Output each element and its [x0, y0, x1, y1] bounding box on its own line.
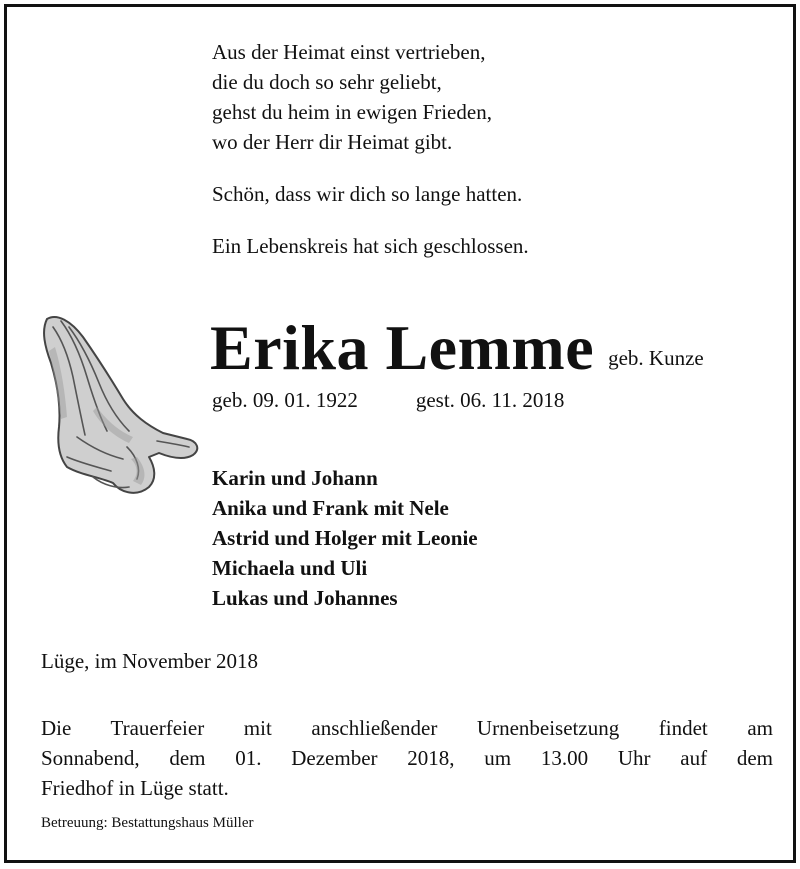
funeral-home-credit: Betreuung: Bestattungshaus Müller [41, 815, 254, 831]
birth-date: geb. 09. 01. 1922 [212, 388, 358, 412]
verse-gap [212, 157, 772, 179]
life-dates [212, 388, 564, 413]
deceased-name-row [210, 311, 790, 385]
mourner-entry: Karin und Johann [212, 466, 378, 490]
verse-gap [212, 209, 772, 231]
obituary-notice [4, 4, 796, 863]
verse-line-2: Schön, dass wir dich so lange hatten. [212, 182, 523, 206]
service-info [41, 713, 773, 803]
praying-hands-icon [37, 307, 207, 507]
mourner-entry: Lukas und Johannes [212, 586, 398, 610]
verse-line: Aus der Heimat einst vertrieben, [212, 40, 486, 64]
mourner-entry: Astrid und Holger mit Leonie [212, 526, 478, 550]
verse-line: wo der Herr dir Heimat gibt. [212, 130, 453, 154]
verse-line: die du doch so sehr geliebt, [212, 70, 442, 94]
place-date: Lüge, im November 2018 [41, 649, 258, 673]
mourner-entry: Michaela und Uli [212, 556, 368, 580]
verse-line-3: Ein Lebenskreis hat sich geschlossen. [212, 234, 529, 258]
service-line: Friedhof in Lüge statt. [41, 776, 229, 800]
death-date: gest. 06. 11. 2018 [415, 388, 565, 412]
verse-line: gehst du heim in ewigen Frieden, [212, 100, 492, 124]
mourner-entry: Anika und Frank mit Nele [212, 496, 449, 520]
verse [212, 37, 772, 261]
mourners-list [212, 463, 478, 613]
service-line: Die Trauerfeier mit anschließender Urnenbeisetzung findet am [41, 716, 773, 740]
service-line: Sonnabend, dem 01. Dezember 2018, um 13.00 Uhr auf dem [41, 746, 773, 770]
deceased-name: Erika Lemme [210, 312, 595, 383]
maiden-name: geb. Kunze [608, 346, 704, 370]
